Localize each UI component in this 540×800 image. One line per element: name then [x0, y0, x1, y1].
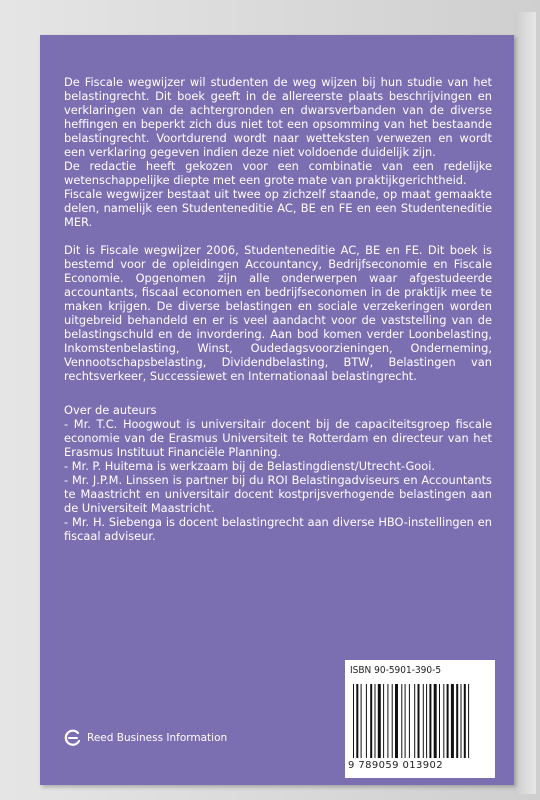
barcode-box: [345, 660, 495, 778]
authors-list: [64, 417, 492, 543]
isbn-label: ISBN 90-5901-390-5: [350, 665, 442, 676]
ean-number: 9 789059 013902: [348, 760, 444, 771]
page-edge: [514, 12, 536, 794]
publisher-logo: [64, 728, 227, 748]
intro-paragraph-3: Fiscale wegwijzer bestaat uit twee op zichzelf staande, op maat gemaakte delen, namelijk een Studenteneditie AC, BE en FE en een Studenteneditie MER.: [64, 187, 492, 229]
edition-text: [64, 243, 492, 383]
intro-text: [64, 75, 492, 229]
barcode-icon: [353, 684, 487, 758]
intro-paragraph-2: De redactie heeft gekozen voor een combinatie van een redelijke wetenschappelijke diepte met een grote mate van praktijkgerichtheid.: [64, 159, 492, 187]
author-item: - Mr. J.P.M. Linssen is partner bij du ROI Belastingadviseurs en Accountants te Maastricht en universitair docent kostprijsverhogende belastingen aan de Universiteit Maastricht.: [64, 473, 492, 515]
authors-section: [64, 403, 492, 543]
publisher-name: Reed Business Information: [87, 732, 228, 744]
authors-heading: Over de auteurs: [64, 403, 157, 417]
edition-paragraph: Dit is Fiscale wegwijzer 2006, Studenteneditie AC, BE en FE. Dit boek is bestemd voor de opleidingen Accountancy, Bedrijfseconomie en Fiscale Economie. Opgenomen zijn alle onderwerpen waar afgestudeerde accountants, fiscaal economen en bedrijfseconomen in de praktijk mee te maken krijgen. De diverse belastingen en sociale verzekeringen worden uitgebreid behandeld en er is veel aandacht voor de vaststelling van de belastingschuld en de invordering. Aan bod komen verder Loonbelasting, Inkomstenbelasting, Winst, Oudedagsvoorzieningen, Onderneming, Vennootschapsbelasting, Dividendbelasting, BTW, Belastingen van rechtsverkeer, Successiewet en Internationaal belastingrecht.: [64, 243, 492, 383]
publisher-swirl-icon: [64, 729, 82, 747]
cover-panel: [40, 35, 514, 785]
author-item: - Mr. H. Siebenga is docent belastingrecht aan diverse HBO-instellingen en fiscaal adviseur.: [64, 515, 492, 543]
author-item: - Mr. P. Huitema is werkzaam bij de Belastingdienst/Utrecht-Gooi.: [64, 459, 436, 473]
author-item: - Mr. T.C. Hoogwout is universitair docent bij de capaciteitsgroep fiscale economie van de Erasmus Universiteit te Rotterdam en directeur van het Erasmus Instituut Financiële Planning.: [64, 417, 492, 459]
intro-paragraph-1: De Fiscale wegwijzer wil studenten de weg wijzen bij hun studie van het belastingrecht. Dit boek geeft in de allereerste plaats beschrijvingen en verklaringen van de achtergronden en dwarsverbanden van de diverse heffingen en beperkt zich dus niet tot een opsomming van het bestaande belastingrecht. Voortdurend wordt naar wetteksten verwezen en wordt een verklaring gegeven indien deze niet voldoende duidelijk zijn.: [64, 75, 492, 159]
